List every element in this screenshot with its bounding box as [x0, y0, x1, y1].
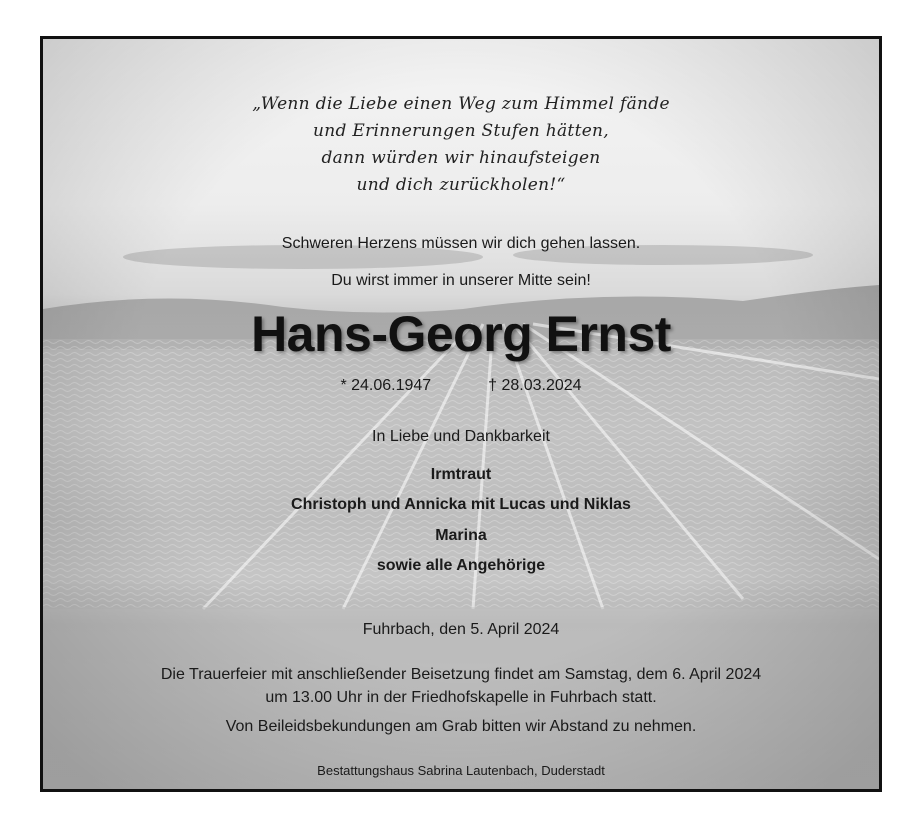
birth-date: * 24.06.1947	[340, 377, 432, 394]
intro-line-2: Du wirst immer in unserer Mitte sein!	[331, 272, 591, 289]
quote-line-1: „Wenn die Liebe einen Weg zum Himmel fände	[252, 94, 670, 114]
deceased-name: Hans-Georg Ernst	[251, 306, 671, 362]
mourner-3: Marina	[435, 527, 487, 544]
funeral-line-3: Von Beileidsbekundungen am Grab bitten wir Abstand zu nehmen.	[225, 718, 697, 735]
quote-line-2: und Erinnerungen Stufen hätten,	[312, 121, 610, 141]
obituary-frame	[40, 36, 882, 792]
quote-line-3: dann würden wir hinaufsteigen	[321, 148, 601, 168]
death-date: † 28.03.2024	[488, 377, 582, 394]
mourner-4: sowie alle Angehörige	[376, 557, 546, 574]
place-date: Fuhrbach, den 5. April 2024	[362, 621, 560, 638]
mourners-intro: In Liebe und Dankbarkeit	[372, 428, 550, 445]
life-dates	[43, 377, 879, 395]
funeral-line-1: Die Trauerfeier mit anschließender Beisetzung findet am Samstag, dem 6. April 2024	[160, 666, 762, 683]
intro-line-1: Schweren Herzens müssen wir dich gehen lassen.	[281, 235, 641, 252]
obituary-content	[43, 39, 879, 789]
undertaker: Bestattungshaus Sabrina Lautenbach, Duderstadt	[317, 763, 605, 778]
mourner-1: Irmtraut	[430, 466, 492, 483]
funeral-line-2: um 13.00 Uhr in der Friedhofskapelle in Fuhrbach statt.	[265, 689, 657, 706]
quote-line-4: und dich zurückholen!“	[356, 175, 566, 195]
mourner-2: Christoph und Annicka mit Lucas und Niklas	[291, 496, 631, 513]
